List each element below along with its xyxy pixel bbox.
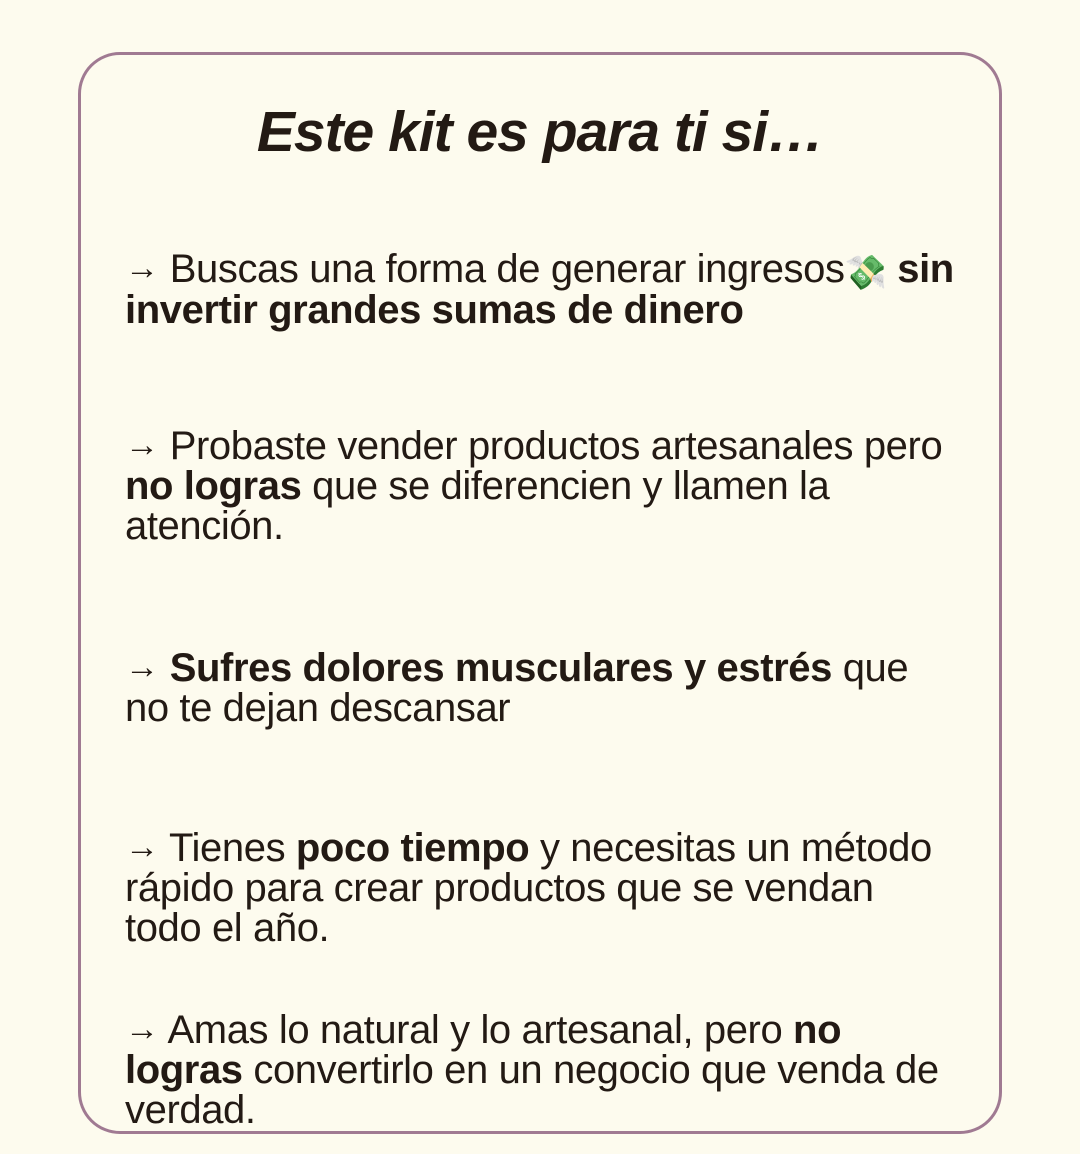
list-item-text: sin invertir grandes sumas de dinero [125,247,954,332]
list-item-text: Sufres dolores musculares y estrés [159,646,832,690]
arrow-icon: → [125,648,159,686]
money-icon: 💸 [844,254,887,292]
list-item [125,648,955,728]
arrow-icon: → [125,426,159,464]
page-title: Este kit es para ti si… [256,100,824,164]
benefits-card [78,52,1002,1134]
list-item [125,1010,955,1130]
list-item-text: que no te dejan descansar [125,646,909,730]
list-item-text: convertirlo en un negocio que venda de verdad. [125,1048,939,1132]
list-item [125,426,955,546]
list-item [125,249,955,330]
list-item-text: y necesitas un método rápido para crear productos que se vendan todo el año. [125,826,932,950]
arrow-icon: → [125,1010,159,1048]
list-item-text: que se diferencien y llamen la atención. [125,464,830,548]
list-item-text: Probaste vender productos artesanales pero [159,424,943,468]
list-item-text: poco tiempo [295,826,530,870]
list-item-text: Tienes [159,826,296,870]
list-item [125,828,955,948]
arrow-icon: → [125,828,159,866]
list-item-text: Amas lo natural y lo artesanal, pero [159,1008,794,1052]
arrow-icon: → [125,249,159,287]
list-item-text: Buscas una forma de generar ingresos [159,247,845,291]
list-item-text: no logras [125,464,302,508]
benefits-list [125,249,955,1130]
list-item-text: no logras [125,1008,842,1092]
